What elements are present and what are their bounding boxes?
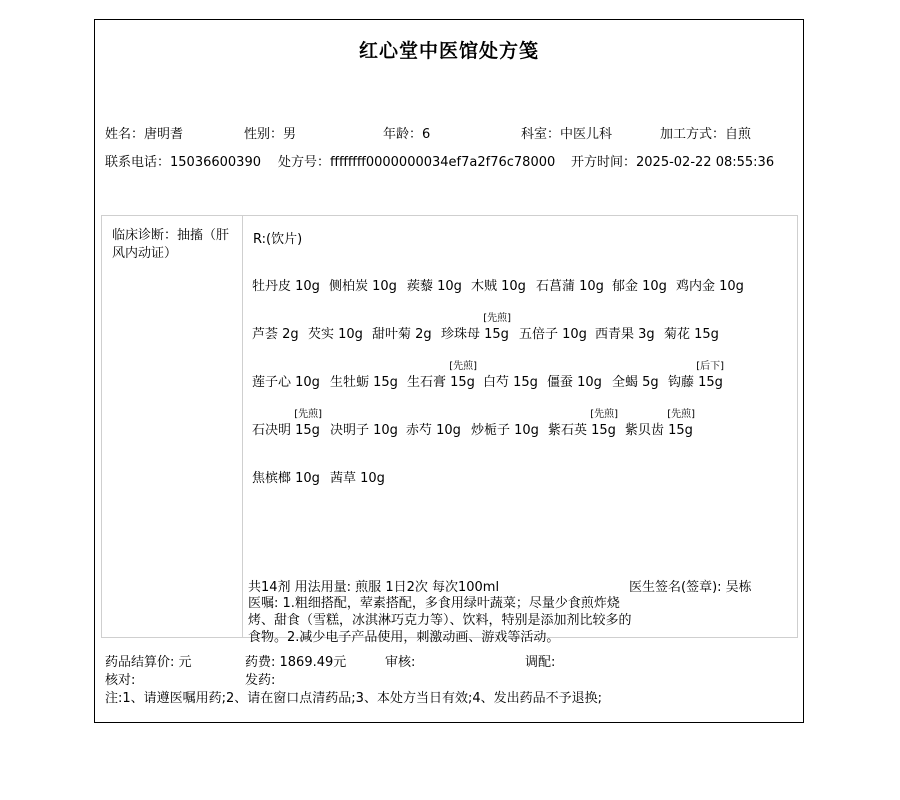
herb-item: 白芍 15g [483, 375, 538, 390]
check-field: 核对: [105, 673, 136, 688]
page-title: 红心堂中医馆处方笺 [358, 40, 539, 62]
processing-method: 加工方式：自煎 [660, 127, 752, 142]
prescription-time: 开方时间：2025-02-22 08:55:36 [571, 155, 775, 170]
herb-item: 全蝎 5g [612, 375, 659, 390]
herb-item: 焦槟榔 10g [252, 471, 320, 486]
herb-item: [后下] 钩藤 15g [668, 361, 724, 390]
doctor-signature: 医生签名(签章): 吴栋 [629, 580, 752, 595]
herb-item: [先煎] 珍珠母 15g [441, 313, 511, 342]
herb-item: [先煎] 石决明 15g [252, 409, 322, 438]
herb-item: 郁金 10g [612, 279, 667, 294]
herb-item: 决明子 10g [330, 423, 398, 438]
herb-item: [先煎] 紫石英 15g [548, 409, 618, 438]
herb-item: 莲子心 10g [252, 375, 320, 390]
herb-item: 牡丹皮 10g [252, 279, 320, 294]
prescription-number: 处方号：ffffffff0000000034ef7a2f76c78000 [278, 155, 556, 170]
patient-gender: 性别：男 [244, 127, 297, 142]
phone-number: 联系电话：15036600390 [105, 155, 261, 170]
diagnosis-column [102, 216, 243, 637]
dispense-field: 调配: [525, 655, 556, 670]
clinical-diagnosis: 临床诊断：抽搐（肝风内动证） [112, 228, 230, 261]
herb-item: 芦荟 2g [252, 327, 299, 342]
prescription-sheet [94, 19, 804, 723]
herb-item: 蒺藜 10g [407, 279, 462, 294]
herb-item: 炒栀子 10g [471, 423, 539, 438]
herb-item: 菊花 15g [664, 327, 719, 342]
herb-item: 生牡蛎 15g [330, 375, 398, 390]
herb-item: 茜草 10g [330, 471, 385, 486]
herb-item: 赤芍 10g [406, 423, 461, 438]
footer-note: 注:1、请遵医嘱用药;2、请在窗口点清药品;3、本处方当日有效;4、发出药品不予退换; [105, 691, 602, 706]
herb-item: 木贼 10g [471, 279, 526, 294]
patient-age: 年龄：6 [383, 127, 431, 142]
herb-item: [先煎] 紫贝齿 15g [625, 409, 695, 438]
herb-item: 五倍子 10g [519, 327, 587, 342]
herb-item: 侧柏炭 10g [329, 279, 397, 294]
herb-item: 石菖蒲 10g [536, 279, 604, 294]
herb-item: 鸡内金 10g [676, 279, 744, 294]
prescription-body [101, 215, 798, 645]
usage-instructions: 共14剂 用法用量: 煎服 1日2次 每次100ml [248, 580, 500, 595]
drug-fee: 药费: 1869.49元 [245, 655, 347, 670]
herb-item: [先煎] 生石膏 15g [407, 361, 477, 390]
medical-advice: 医嘱: 1.粗细搭配，荤素搭配，多食用绿叶蔬菜；尽量少食煎炸烧烤、甜食（雪糕，冰淇淋巧克力等）、饮料，特别是添加剂比较多的食物。2.减少电子产品使用，刺激动画、游戏等活动。 [248, 596, 632, 645]
herb-item: 芡实 10g [308, 327, 363, 342]
herb-item: 甜叶菊 2g [372, 327, 432, 342]
review-field: 审核: [385, 655, 416, 670]
rx-label: R:(饮片) [253, 232, 303, 247]
patient-name: 姓名：唐明耆 [105, 127, 184, 142]
herb-item: 僵蚕 10g [547, 375, 602, 390]
drug-settlement-price: 药品结算价: 元 [105, 655, 192, 670]
issue-field: 发药: [245, 673, 276, 688]
patient-department: 科室：中医儿科 [521, 127, 613, 142]
herb-item: 西青果 3g [595, 327, 655, 342]
